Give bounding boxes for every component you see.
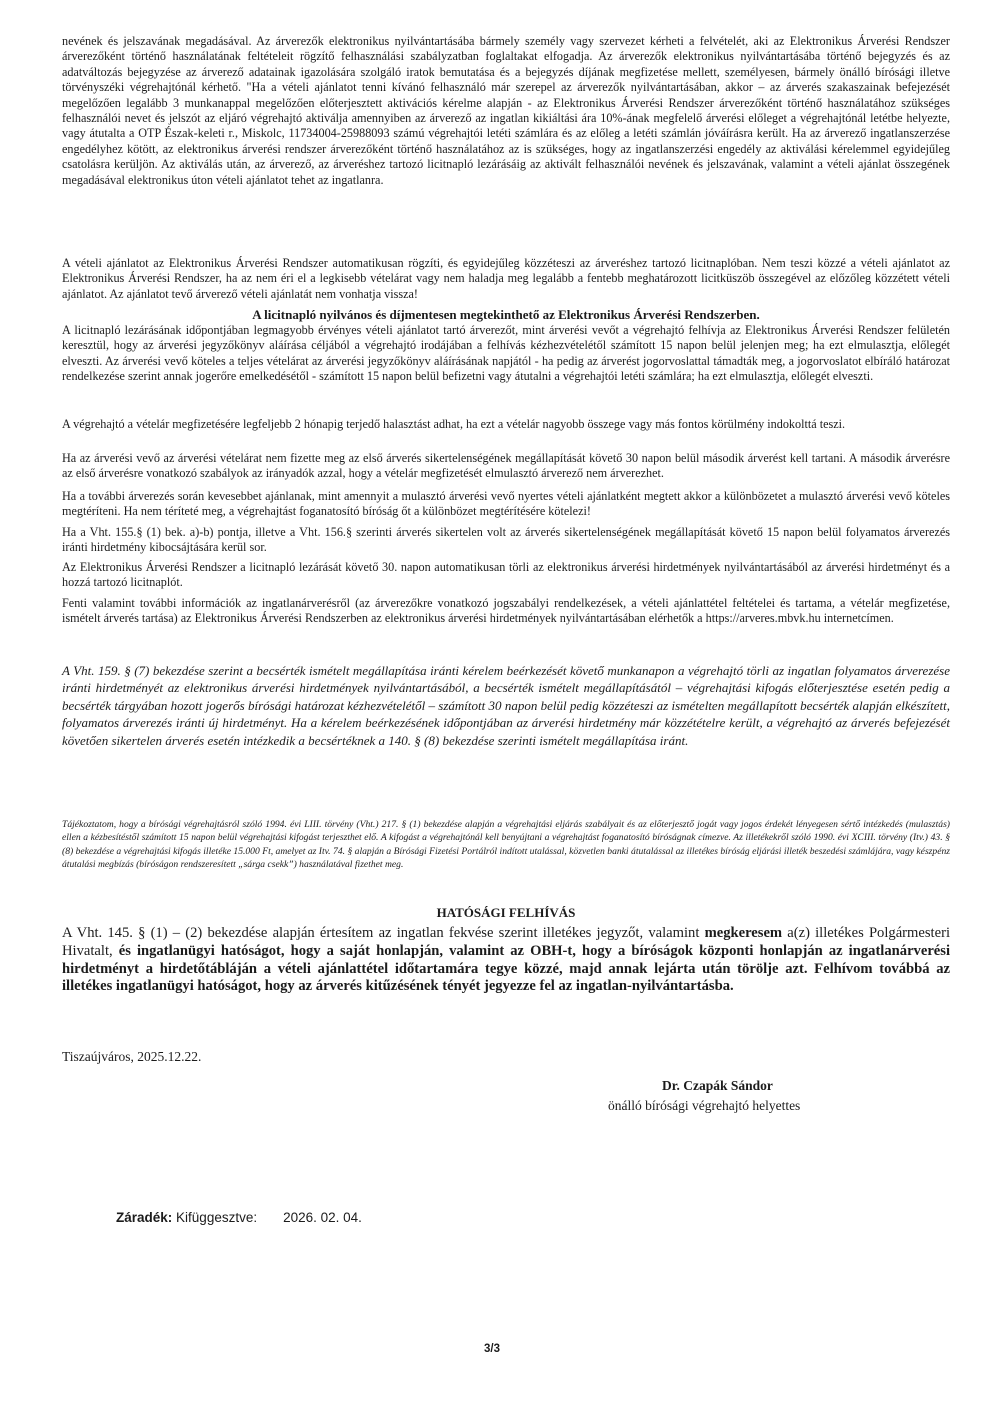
clause-label: Záradék: <box>116 1210 173 1225</box>
clause-text: Kifüggesztve: <box>176 1210 258 1225</box>
legal-remedy-notice: Tájékoztatom, hogy a bírósági végrehajtásról szóló 1994. évi LIII. törvény (Vht.) 217. § (1) bekezdése alapján a végrehajtási eljárás szabályait és az előterjesztő jogát vagy jogos érdekét lényegesen sértő intézkedés (mulasztás) ellen a kézbesítéstől számított 15 napon belül végrehajtási kifogást terjeszthet elő. A kifogást a végrehajtónál kell benyújtani a végrehajtást foganatosító bíróságnak címezve. Az illetékekről szóló 1990. évi XCIII. törvény (Itv.) 43. § (8) bekezdése a végrehajtási kifogás illetéke 15.000 Ft, amelyet az Itv. 74. § alapján a Bírósági Fizetési Portálról indított utalással, közvetlen banki átutalással az illetékes bíróság eljárási illeték beszedési számlájára, vagy készpénz átutalási megbízás (bíróságon rendszeresített „sárga csekk”) használatával fizethet meg. <box>62 819 950 870</box>
winning-bidder-paragraph: A licitnapló lezárásának időpontjában legmagyobb érvényes vételi ajánlatot tartó árverezőt, mint árverési vevőt a végrehajtó felhívja az Elektronikus Árverési Rendszer felületén keresztül, hogy az árverési jegyzőkönyv aláírása céljából a végrehajtó irodájában a felhívás kézhezvételétől számított 15 napon belül jelenjen meg; ha ezt elmulasztja, előlegét elveszti. Az árverési vevő köteles a teljes vételárat az árverési jegyzőkönyv aláírásának napjától - ha pedig az árverést jogorvoslattal támadták meg, a jogorvoslatot elbíráló határozat rendelkezése szerint annak jogerőre emelkedésétől - számított 15 napon belül befizetni vagy átutalni a végrehajtói letéti számlára; ha ezt elmulasztja, előlegét elveszti. <box>62 323 950 384</box>
payment-deferral-paragraph: A végrehajtó a vételár megfizetésére legfeljebb 2 hónapig terjedő halasztást adhat, ha ezt a vételár nagyobb összege vagy más fontos körülmény indokolttá teszi. <box>62 417 846 431</box>
bidder-registration-paragraph: nevének és jelszavának megadásával. Az árverezők elektronikus nyilvántartásába bármely személy vagy szervezet kérheti a felvételét, aki az Elektronikus Árverési Rendszer árverezőként történő használatának feltételeit rögzítő felhasználási szabályzatban foglaltakat elfogadja. Az árverezők elektronikus nyilvántartásába történő bejegyzés és az adatváltozás bejegyzése az árverező adatainak igazolására szolgáló iratok bemutatása és a bejegyzés díjának megfizetése mellett, személyesen, bármely önálló bírósági illetve törvényszéki végrehajtónál kérhető. "Ha a vételi ajánlatot tenni kívánó felhasználó már szerepel az árverezők nyilvántartásában, akkor – az árverés szakaszainak befejezését megelőzően legalább 3 munkanappal megelőzően előterjesztett aktivációs kérelme alapján - az Elektronikus Árverési Rendszer árverezőként történő használatához szükséges felhasználói nevet és jelszót az eljáró végrehajtó aktiválja amennyiben az árverező az ingatlan kikiáltási ára 10%-ának megfelelő árverési előleget a végrehajtónál letétbe helyezte, vagy átutalta a OTP Észak-keleti r., Miskolc, 11734004-25988093 számú végrehajtói letéti számlára és az előleg a letéti számlán jóváírásra került. Ha az árverező ingatlanszerzése engedélyhez kötött, az elektronikus árverési rendszer árverezőként történő használatához az is szükséges, hogy az ingatlanszerzési engedély az aktiválási kérelemmel egyidejűleg csatolásra kerüljön. Az aktiválás után, az árverező, az árveréshez tartozó licitnapló lezárásáig az aktivált felhasználói nevének és jelszavának, valamint a vételi ajánlat összegének megadásával elektronikus úton vételi ajánlatot tehet az ingatlanra. <box>62 34 950 187</box>
signer-name: Dr. Czapák Sándor <box>662 1078 773 1093</box>
bid-log-heading: A licitnapló nyilvános és díjmentesen megtekinthető az Elektronikus Árverési Rendszerben. <box>252 307 760 322</box>
posting-clause <box>116 1210 362 1225</box>
authority-call-text-a: A Vht. 145. § (1) – (2) bekezdése alapján értesítem az ingatlan fekvése szerint illetékes jegyzőt, valamint <box>62 925 705 941</box>
valuation-italic-paragraph: A Vht. 159. § (7) bekezdése szerint a becsérték ismételt megállapítása iránti kérelem beérkezését követő munkanapon a végrehajtó törli az ingatlan folyamatos árverezése iránti hirdetményét az elektronikus árverési hirdetmények nyilvántartásából, a becsérték ismételt megállapításától – végrehajtási kifogás előterjesztése esetén pedig a becsérték tárgyában hozott jogerős bírósági határozat kézhezvételétől – számított 30 napon belül pedig közzéteszi az ismételten megállapított becsérték alapján elkészített, folyamatos árverezés iránti új hirdetményt. Ha a kérelem beérkezésének időpontjában az árverési hirdetmény már közzétételre került, a végrehajtó az árverés befejezését követően sikertelen árverés esetén intézkedik a becsértéknek a 140. § (8) bekezdése szerinti ismételt megállapítása iránt. <box>62 663 950 748</box>
bid-log-deletion-paragraph: Az Elektronikus Árverési Rendszer a licitnapló lezárását követő 30. napon automatikusan törli az elektronikus árverési hirdetmények nyilvántartásából az árverési hirdetményt és a hozzá tartozó licitnaplót. <box>62 560 950 590</box>
authority-call-text-d: és ingatlanügyi hatóságot, hogy a saját honlapján, valamint az OBH-t, hogy a bíróságok központi honlapján az ingatlanárverési hirdetményt a hirdetőtábláján a vételi ajánlattétel időtartamára tegye közzé, majd annak lejárta után törölje azt. Felhívom továbbá az illetékes ingatlanügyi hatóságot, hogy az árverés kitűzésének tényét jegyezze fel az ingatlan-nyilvántartásba. <box>62 942 951 995</box>
page-number: 3/3 <box>484 1343 500 1355</box>
second-auction-paragraph: Ha az árverési vevő az árverési vételárat nem fizette meg az első árverés sikertelenségének megállapítását követő 30 napon belül második árverést kell tartani. A második árverésre az első árverésre vonatkozó szabályok az irányadók azzal, hogy a vételár megfizetését elmulasztó árverező nem árverezhet. <box>62 451 950 481</box>
further-information-paragraph: Fenti valamint további információk az ingatlanárverésről (az árverezőkre vonatkozó jogszabályi rendelkezések, a vételi ajánlattétel feltételei és tartama, a vételár megfizetése, ismételt árverés tartása) az Elektronikus Árverési Rendszerben az elektronikus árverési hirdetmények nyilvántartásában elérhetők a https://arveres.mbvk.hu internetcímen. <box>62 596 950 626</box>
authority-call-text-b: megkeresem <box>704 925 783 941</box>
clause-date: 2026. 02. 04. <box>283 1210 362 1225</box>
authority-call-text-c: a(z) illetékes Polgármesteri Hivatalt, <box>62 925 950 959</box>
place-date: Tiszaújváros, 2025.12.22. <box>62 1049 202 1064</box>
authority-call-heading: HATÓSÁGI FELHÍVÁS <box>436 905 576 920</box>
bid-recording-paragraph: A vételi ajánlatot az Elektronikus Árverési Rendszer automatikusan rögzíti, és egyidejűleg közzéteszi az árveréshez tartozó licitnaplóban. Nem teszi közzé a vételi ajánlatot az Elektronikus Árverési Rendszer, ha az nem éri el a legkisebb vételárat vagy nem haladja meg legalább a fentebb meghatározott licitküszöb összegével az előzőleg közzétett vételi ajánlatot. Az ajánlatot tevő árverező vételi ajánlatát nem vonhatja vissza! <box>62 256 950 301</box>
continuous-auction-paragraph: Ha a Vht. 155.§ (1) bek. a)-b) pontja, illetve a Vht. 156.§ szerinti árverés sikertelen volt az árverés sikertelenségének megállapítását követő 15 napon belül folyamatos árverezés iránti hirdetmény kibocsájtására kerül sor. <box>62 525 950 555</box>
price-difference-paragraph: Ha a további árverezés során kevesebbet ajánlanak, mint amennyit a mulasztó árverési vevő nyertes vételi ajánlatként megtett akkor a különbözetet a mulasztó árverési vevő köteles megtéríteni. Ha nem téríteté meg, a végrehajtást foganatosító bíróság őt a különbözet megtérítésére kötelezi! <box>62 489 950 519</box>
signer-title: önálló bírósági végrehajtó helyettes <box>608 1098 801 1113</box>
authority-call-paragraph <box>62 925 950 996</box>
